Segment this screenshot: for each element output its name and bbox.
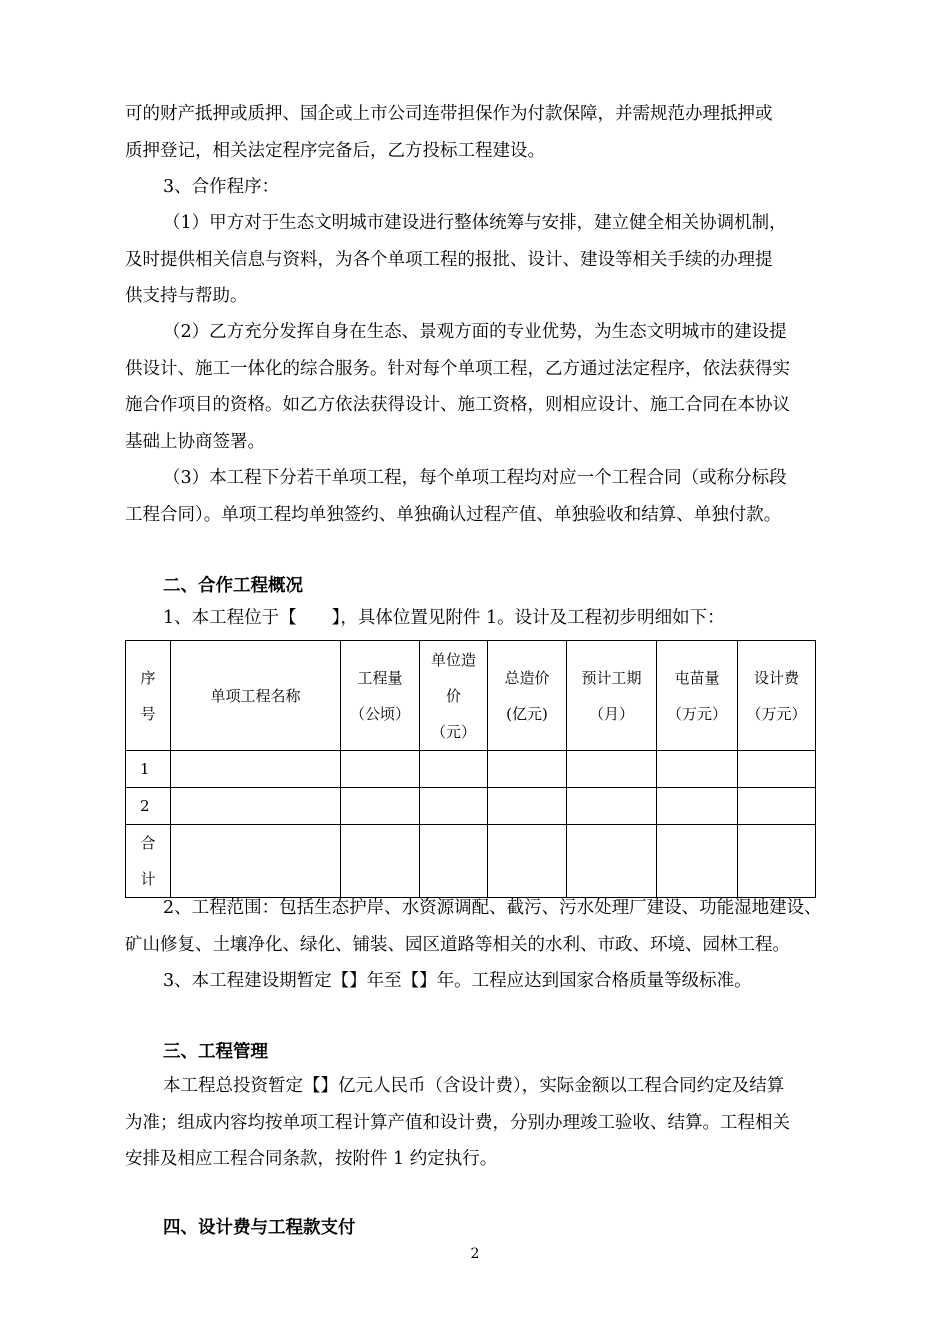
- text-line: 安排及相应工程合同条款，按附件 1 约定执行。: [125, 1149, 498, 1169]
- header-cell-duration: [567, 641, 657, 751]
- project-table: [125, 640, 816, 898]
- page-number: 2: [470, 1246, 480, 1262]
- table-row: [126, 751, 816, 788]
- header-text: (亿元): [506, 704, 548, 723]
- table-cell: [488, 788, 567, 825]
- header-cell-project-name: [171, 641, 341, 751]
- table-cell: [171, 788, 341, 825]
- total-label-text: 计: [140, 870, 156, 888]
- table-cell: [171, 825, 341, 898]
- table-row: [126, 788, 816, 825]
- header-text: 价: [445, 686, 461, 705]
- header-text: （万元）: [746, 704, 807, 723]
- table-cell: [341, 825, 420, 898]
- header-cell-unit-price: [420, 641, 488, 751]
- intro-paragraph: [125, 96, 815, 169]
- text-line: 供设计、施工一体化的综合服务。针对每个单项工程，乙方通过法定程序，依法获得实: [125, 358, 790, 379]
- table-cell: [657, 788, 738, 825]
- table-cell: [567, 825, 657, 898]
- header-cell-index: [126, 641, 171, 751]
- text-line: 可的财产抵押或质押、国企或上市公司连带担保作为付款保障，并需规范办理抵押或: [125, 104, 773, 124]
- header-text: （万元）: [666, 704, 727, 723]
- row-index-cell: 1: [126, 751, 171, 788]
- header-text: （元）: [430, 722, 476, 741]
- table-cell: [657, 751, 738, 788]
- header-text: 号: [140, 704, 156, 723]
- table-cell: [488, 825, 567, 898]
- table-cell: [567, 788, 657, 825]
- header-text: 单位造: [430, 650, 476, 669]
- text-line: 2、工程范围：包括生态护岸、水资源调配、截污、污水处理厂建设、功能湿地建设、: [163, 898, 822, 918]
- section-3-heading: 三、工程管理: [163, 1042, 268, 1062]
- total-label-cell: [126, 825, 171, 898]
- text-line: 矿山修复、土壤净化、绿化、铺装、园区道路等相关的水利、市政、环境、园林工程。: [125, 934, 790, 955]
- table-cell: [341, 751, 420, 788]
- header-cell-quantity: [341, 641, 420, 751]
- header-text: 设计费: [753, 668, 799, 687]
- text-line: 为准；组成内容均按单项工程计算产值和设计费，分别办理竣工验收、结算。工程相关: [125, 1112, 790, 1133]
- procedure-item-3: [125, 460, 815, 533]
- row-index-cell: 2: [126, 788, 171, 825]
- cooperation-procedure-title: 3、合作程序：: [163, 177, 280, 197]
- procedure-item-2: [125, 314, 815, 460]
- text-line: 及时提供相关信息与资料，为各个单项工程的报批、设计、建设等相关手续的办理提: [125, 249, 773, 270]
- header-text: 工程量: [357, 668, 403, 687]
- header-cell-design-fee: [738, 641, 816, 751]
- table-cell: [171, 751, 341, 788]
- header-text: （月）: [588, 704, 634, 723]
- header-cell-seedling: [657, 641, 738, 751]
- table-cell: [738, 788, 816, 825]
- table-header-row: [126, 641, 816, 751]
- header-text: （公顷）: [349, 704, 410, 723]
- section-2-heading: 二、合作工程概况: [163, 576, 303, 596]
- text-line: 施合作项目的资格。如乙方依法获得设计、施工资格，则相应设计、施工合同在本协议: [125, 395, 790, 415]
- text-line: （2）乙方充分发挥自身在生态、景观方面的专业优势，为生态文明城市的建设提: [163, 322, 787, 342]
- total-label-text: 合: [140, 834, 156, 852]
- text-line: 质押登记，相关法定程序完备后，乙方投标工程建设。: [125, 140, 545, 161]
- table-cell: [657, 825, 738, 898]
- text-line: （3）本工程下分若干单项工程，每个单项工程均对应一个工程合同（或称分标段: [163, 468, 787, 488]
- table-cell: [420, 751, 488, 788]
- table-cell: [488, 751, 567, 788]
- table-cell: [341, 788, 420, 825]
- table-cell: [420, 825, 488, 898]
- section-4-heading: 四、设计费与工程款支付: [163, 1218, 356, 1238]
- text-line: （1）甲方对于生态文明城市建设进行整体统筹与安排，建立健全相关协调机制，: [163, 213, 787, 233]
- table-cell: [738, 751, 816, 788]
- text-line: 本工程总投资暂定【】亿元人民币（含设计费），实际金额以工程合同约定及结算: [163, 1076, 785, 1096]
- header-text: 预计工期: [581, 668, 642, 687]
- text-line: 基础上协商签署。: [125, 431, 265, 452]
- text-line: 工程合同）。单项工程均单独签约、单独确认过程产值、单独验收和结算、单独付款。: [125, 504, 782, 525]
- header-cell-total-price: [488, 641, 567, 751]
- table-cell: [738, 825, 816, 898]
- table-total-row: [126, 825, 816, 898]
- header-text: 单项工程名称: [210, 686, 301, 705]
- section-2-item-3: 3、本工程建设期暂定【】年至【】年。工程应达到国家合格质量等级标准。: [163, 971, 752, 991]
- header-text: 总造价: [504, 668, 550, 687]
- header-text: 序: [140, 668, 156, 687]
- procedure-item-1: [125, 205, 815, 315]
- section-2-item-2: [125, 890, 822, 963]
- table-cell: [420, 788, 488, 825]
- text-line: 供支持与帮助。: [125, 286, 248, 306]
- section-2-item-1: 1、本工程位于【 】，具体位置见附件 1。设计及工程初步明细如下：: [163, 608, 725, 628]
- header-text: 屯苗量: [674, 668, 720, 687]
- table-cell: [567, 751, 657, 788]
- section-3-body: [125, 1068, 815, 1178]
